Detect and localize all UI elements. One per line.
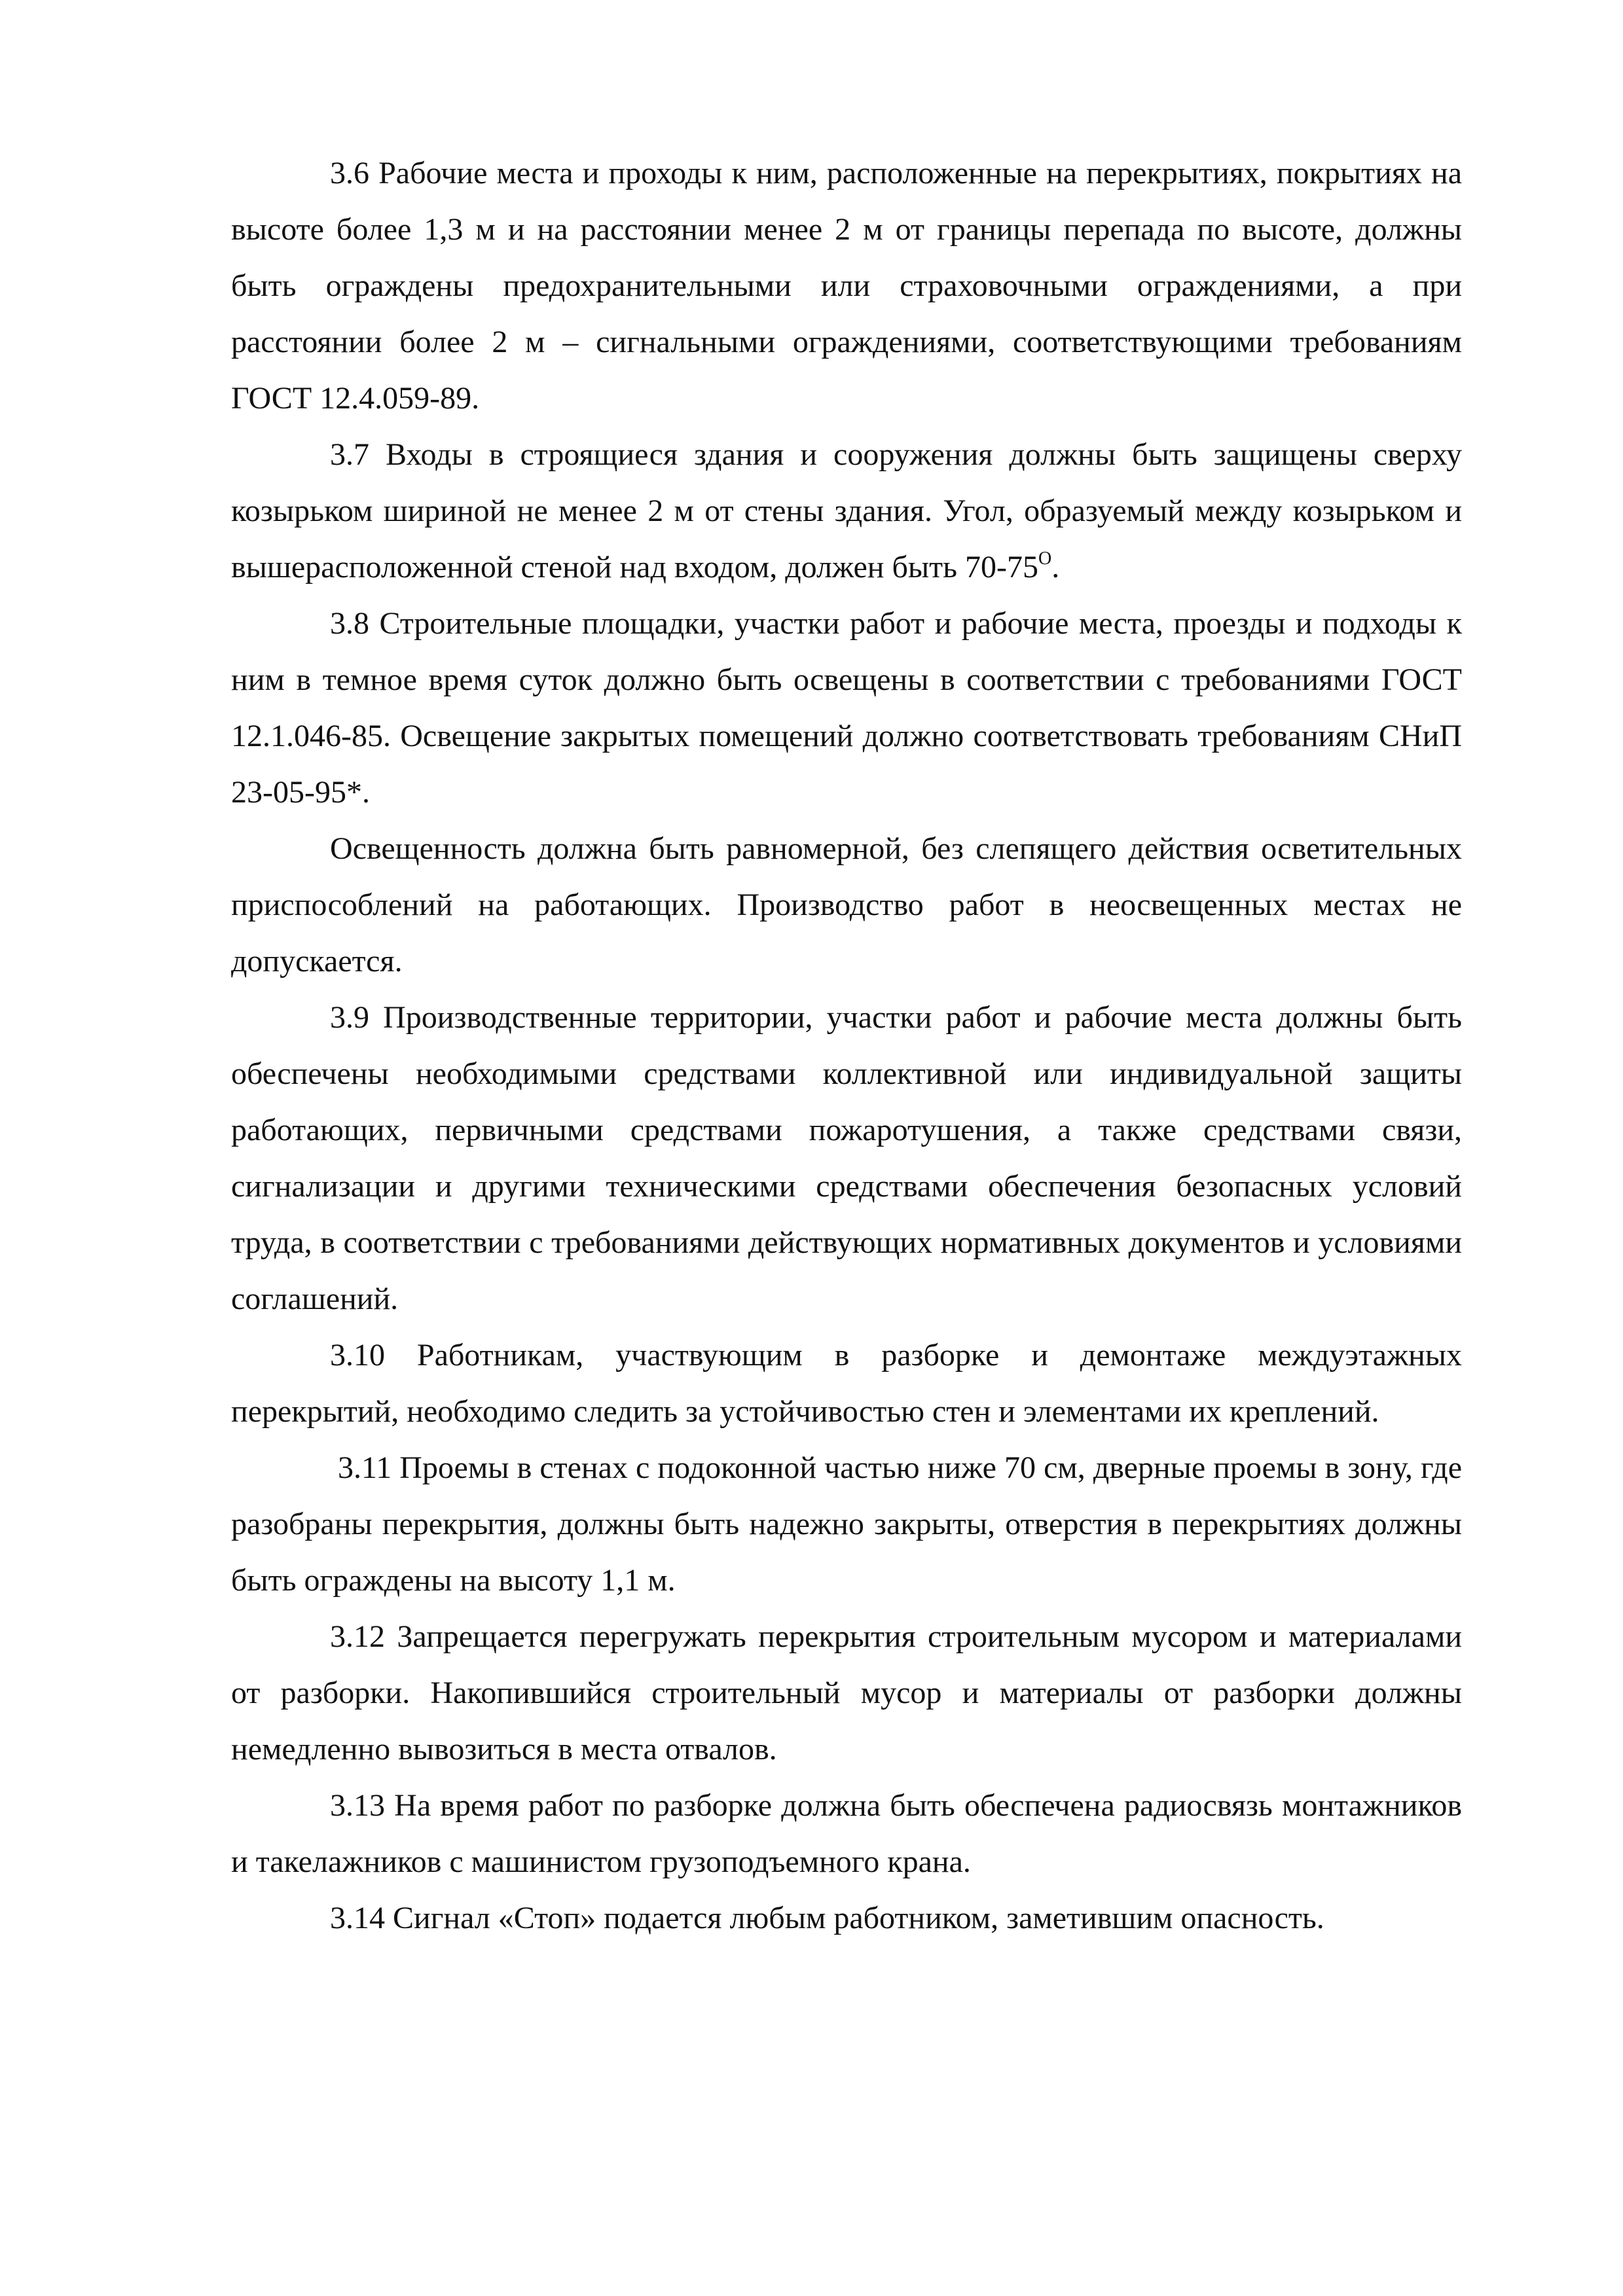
paragraph-3-8: 3.8 Строительные площадки, участки работ и рабочие места, проезды и подходы к ним в темное время суток должно быть освещены в соответствии с требованиями ГОСТ 12.1.046-85. Освещение закрытых помещений должно соответствовать требованиям СНиП 23-05-95*. bbox=[231, 606, 1462, 810]
paragraph-3-7-tail: . bbox=[1051, 550, 1060, 584]
paragraph-3-6: 3.6 Рабочие места и проходы к ним, расположенные на перекрытиях, покрытиях на высоте более 1,3 м и на расстоянии менее 2 м от границы перепада по высоте, должны быть ограждены предохранительными или страховочными ограждениями, а при расстоянии более 2 м – сигнальными ограждениями, соответствующими требованиям ГОСТ 12.4.059-89. bbox=[231, 156, 1462, 416]
document-body bbox=[231, 145, 1462, 1946]
degree-mark: O bbox=[1038, 548, 1052, 569]
paragraph-3-10: 3.10 Работникам, участвующим в разборке и демонтаже междуэтажных перекрытий, необходимо следить за устойчивостью стен и элементами их креплений. bbox=[231, 1338, 1462, 1429]
paragraph-3-13: 3.13 На время работ по разборке должна быть обеспечена радиосвязь монтажников и такелажников с машинистом грузоподъемного крана. bbox=[231, 1788, 1462, 1879]
paragraph-3-14: 3.14 Сигнал «Стоп» подается любым работником, заметившим опасность. bbox=[330, 1901, 1324, 1935]
paragraph-3-7 bbox=[231, 427, 1462, 596]
paragraph-3-12: 3.12 Запрещается перегружать перекрытия строительным мусором и материалами от разборки. Накопившийся строительный мусор и материалы от разборки должны немедленно вывозиться в места отвалов. bbox=[231, 1619, 1462, 1767]
paragraph-3-11: 3.11 Проемы в стенах с подоконной частью ниже 70 см, дверные проемы в зону, где разобраны перекрытия, должны быть надежно закрыты, отверстия в перекрытиях должны быть ограждены на высоту 1,1 м. bbox=[231, 1450, 1462, 1598]
paragraph-3-9: 3.9 Производственные территории, участки работ и рабочие места должны быть обеспечены необходимыми средствами коллективной или индивидуальной защиты работающих, первичными средствами пожаротушения, а также средствами связи, сигнализации и другими техническими средствами обеспечения безопасных условий труда, в соответствии с требованиями действующих нормативных документов и условиями соглашений. bbox=[231, 1000, 1462, 1316]
paragraph-3-7-text: 3.7 Входы в строящиеся здания и сооружения должны быть защищены сверху козырьком шириной не менее 2 м от стены здания. Угол, образуемый между козырьком и вышерасположенной стеной над входом, должен быть 70-75 bbox=[231, 437, 1462, 584]
paragraph-lighting-uniformity: Освещенность должна быть равномерной, без слепящего действия осветительных приспособлений на работающих. Производство работ в неосвещенных местах не допускается. bbox=[231, 831, 1462, 978]
